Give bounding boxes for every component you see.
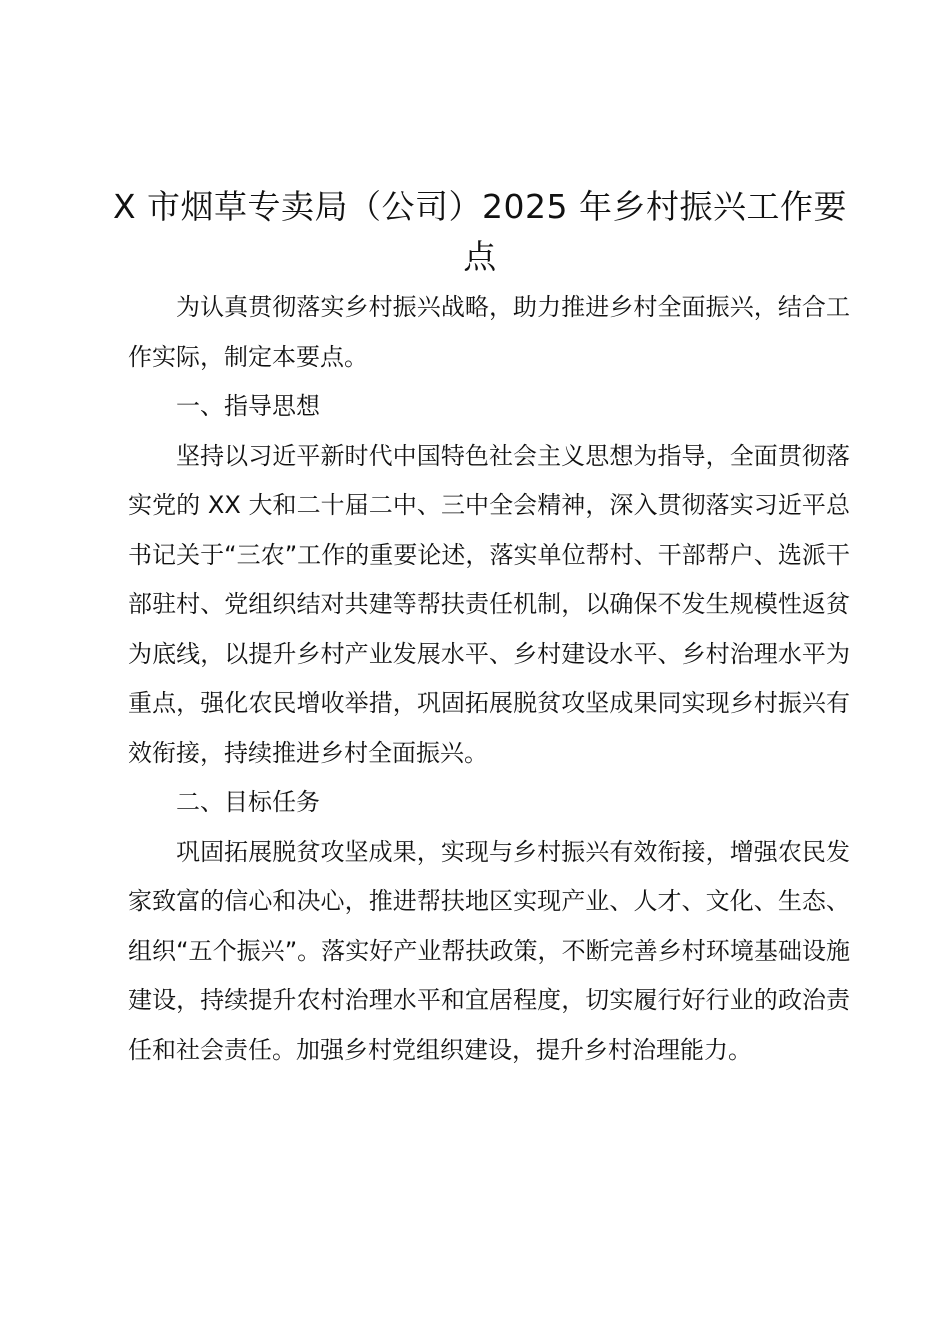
section-body-goals-tasks: 巩固拓展脱贫攻坚成果，实现与乡村振兴有效衔接，增强农民发家致富的信心和决心，推进帮扶地区实现产业、人才、文化、生态、组织“五个振兴”。落实好产业帮扶政策，不断完善乡村环境基础设施建设，持续提升农村治理水平和宜居程度，切实履行好行业的政治责任和社会责任。加强乡村党组织建设，提升乡村治理能力。 bbox=[128, 837, 850, 1064]
document-title: X 市烟草专卖局（公司）2025 年乡村振兴工作要点 bbox=[112, 187, 848, 276]
document-body bbox=[128, 283, 850, 1075]
intro-paragraph: 为认真贯彻落实乡村振兴战略，助力推进乡村全面振兴，结合工作实际，制定本要点。 bbox=[128, 293, 850, 371]
section-heading-goals-tasks: 二、目标任务 bbox=[176, 788, 320, 816]
section-body-guiding-ideology: 坚持以习近平新时代中国特色社会主义思想为指导，全面贯彻落实党的 XX 大和二十届二中、三中全会精神，深入贯彻落实习近平总书记关于“三农”工作的重要论述，落实单位帮村、干部帮户、选派干部驻村、党组织结对共建等帮扶责任机制，以确保不发生规模性返贫为底线，以提升乡村产业发展水平、乡村建设水平、乡村治理水平为重点，强化农民增收举措，巩固拓展脱贫攻坚成果同实现乡村振兴有效衔接，持续推进乡村全面振兴。 bbox=[128, 441, 850, 767]
section-heading-guiding-ideology: 一、指导思想 bbox=[176, 392, 320, 420]
